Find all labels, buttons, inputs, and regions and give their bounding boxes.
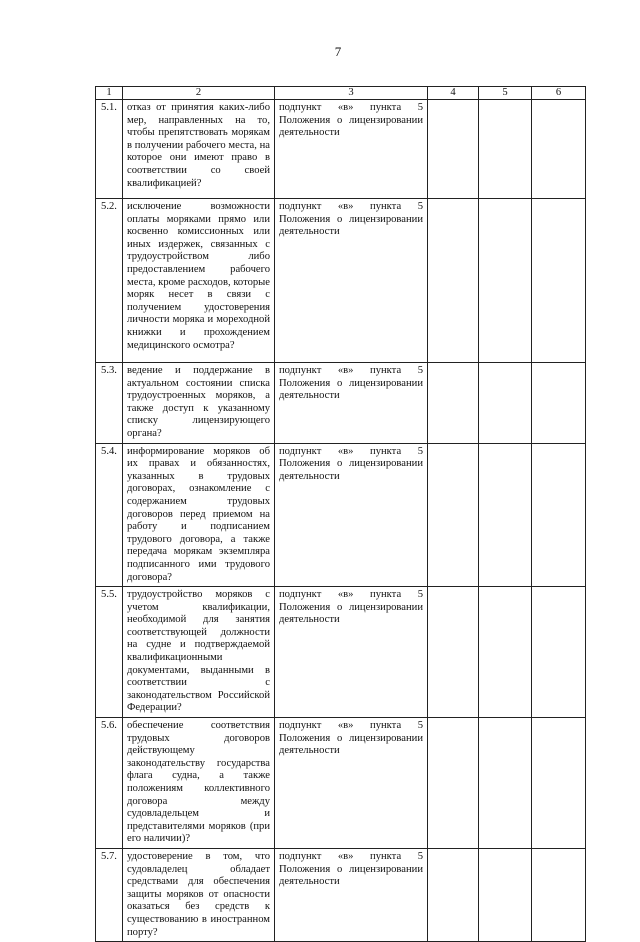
answer-cell: [428, 443, 479, 587]
column-header: 6: [532, 87, 586, 100]
answer-cell: [532, 363, 586, 444]
checklist-table: [95, 86, 586, 942]
row-number: 5.1.: [96, 100, 123, 199]
table-row: [96, 199, 586, 363]
requirement-text: трудоустройство моряков с учетом квалификации, необходимой для занятия соответствующей должности на судне и подтверждаемой квалификационными документами, выданными в соответствии с законодательством Российской Федерации?: [123, 587, 275, 718]
answer-cell: [428, 587, 479, 718]
requirement-text: ведение и поддержание в актуальном состоянии списка трудоустроенных моряков, а также доступ к указанному списку лицензирующего органа?: [123, 363, 275, 444]
column-header: 2: [123, 87, 275, 100]
row-number: 5.2.: [96, 199, 123, 363]
row-number: 5.5.: [96, 587, 123, 718]
page-number: 7: [334, 44, 342, 59]
answer-cell: [532, 199, 586, 363]
answer-cell: [479, 718, 532, 849]
row-number: 5.3.: [96, 363, 123, 444]
column-header: 3: [275, 87, 428, 100]
answer-cell: [428, 848, 479, 941]
legal-reference: подпункт «в» пункта 5 Положения о лицензировании деятельности: [275, 443, 428, 587]
answer-cell: [532, 443, 586, 587]
answer-cell: [479, 100, 532, 199]
answer-cell: [428, 718, 479, 849]
column-header: 1: [96, 87, 123, 100]
answer-cell: [532, 848, 586, 941]
legal-reference: подпункт «в» пункта 5 Положения о лицензировании деятельности: [275, 848, 428, 941]
requirement-text: удостоверение в том, что судовладелец обладает средствами для обеспечения защиты моряков от опасности оказаться без средств к существованию в иностранном порту?: [123, 848, 275, 941]
answer-cell: [428, 199, 479, 363]
row-number: 5.6.: [96, 718, 123, 849]
answer-cell: [532, 100, 586, 199]
table-row: [96, 443, 586, 587]
answer-cell: [479, 587, 532, 718]
answer-cell: [479, 443, 532, 587]
answer-cell: [532, 587, 586, 718]
requirement-text: обеспечение соответствия трудовых договоров действующему законодательству государства флага судна, а также положениям коллективного договора между судовладельцем и представителями моряков (при его наличии)?: [123, 718, 275, 849]
answer-cell: [532, 718, 586, 849]
answer-cell: [479, 199, 532, 363]
legal-reference: подпункт «в» пункта 5 Положения о лицензировании деятельности: [275, 100, 428, 199]
legal-reference: подпункт «в» пункта 5 Положения о лицензировании деятельности: [275, 199, 428, 363]
table-row: [96, 100, 586, 199]
table-row: [96, 718, 586, 849]
answer-cell: [428, 363, 479, 444]
table-header-row: [96, 87, 586, 100]
requirement-text: исключение возможности оплаты моряками прямо или косвенно комиссионных или иных издержек, связанных с трудоустройством либо предоставлением рабочего места, кроме расходов, которые моряк несет в связи с получением удостоверения личности моряка и мореходной книжки и прохождением медицинского осмотра?: [123, 199, 275, 363]
row-number: 5.4.: [96, 443, 123, 587]
column-header: 4: [428, 87, 479, 100]
column-header: 5: [479, 87, 532, 100]
row-number: 5.7.: [96, 848, 123, 941]
legal-reference: подпункт «в» пункта 5 Положения о лицензировании деятельности: [275, 718, 428, 849]
requirement-text: отказ от принятия каких-либо мер, направленных на то, чтобы препятствовать морякам в получении рабочего места, на которое они имеют право в соответствии со своей квалификацией?: [123, 100, 275, 199]
table-row: [96, 363, 586, 444]
legal-reference: подпункт «в» пункта 5 Положения о лицензировании деятельности: [275, 363, 428, 444]
answer-cell: [428, 100, 479, 199]
table-row: [96, 848, 586, 941]
table-row: [96, 587, 586, 718]
answer-cell: [479, 848, 532, 941]
answer-cell: [479, 363, 532, 444]
requirement-text: информирование моряков об их правах и обязанностях, указанных в трудовых договорах, ознакомление с содержанием трудовых договоров перед приемом на работу и подписанием трудового договора, а также передача морякам экземпляра подписанного ими трудового договора?: [123, 443, 275, 587]
legal-reference: подпункт «в» пункта 5 Положения о лицензировании деятельности: [275, 587, 428, 718]
